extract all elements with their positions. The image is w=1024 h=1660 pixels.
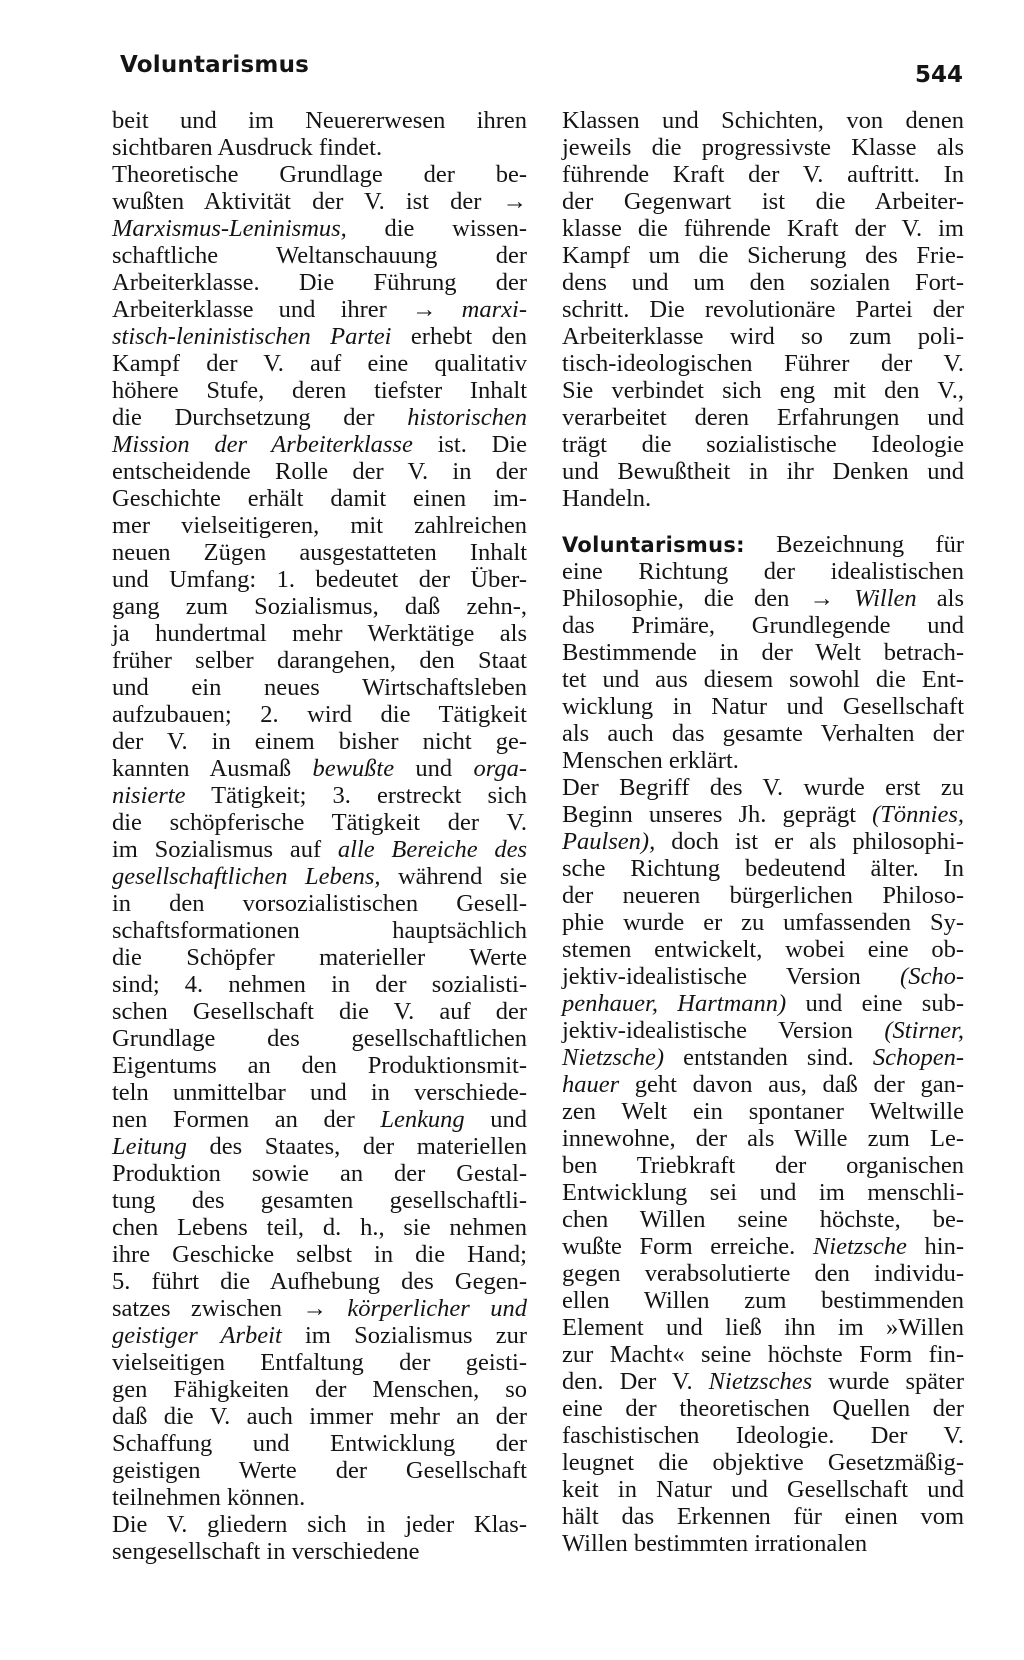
text-run: die Schöpfer materieller Werte — [112, 944, 527, 971]
text-line — [562, 909, 964, 936]
text-line — [562, 134, 964, 161]
text-line — [112, 755, 527, 782]
text-run: und Bewußtheit in ihr Denken und — [562, 458, 964, 485]
text-run: gegen verabsolutierte den individu- — [562, 1260, 964, 1287]
text-run: Bestimmende in der Welt betrach- — [562, 639, 964, 666]
italic-term: Marxismus-Leninismus, — [112, 215, 347, 242]
text-run: satzes zwischen → — [112, 1295, 348, 1322]
text-line — [562, 107, 964, 134]
text-run: als auch das gesamte Verhalten der — [562, 720, 964, 747]
text-line — [112, 161, 527, 188]
text-line — [562, 323, 964, 350]
text-run: die wissen- — [346, 215, 527, 242]
italic-term: marxi- — [461, 296, 527, 323]
text-line — [562, 1422, 964, 1449]
text-run: Produktion sowie an der Gestal- — [112, 1160, 527, 1187]
text-line — [112, 1160, 527, 1187]
text-line — [562, 1449, 964, 1476]
text-run: als — [916, 585, 964, 612]
italic-term: körperlicher und — [347, 1295, 527, 1322]
text-run: Die V. gliedern sich in jeder Klas- — [112, 1511, 527, 1538]
entry-headword: Voluntarismus: — [562, 533, 745, 557]
italic-term: Paulsen), — [562, 828, 656, 855]
text-line — [112, 1322, 527, 1349]
text-line — [112, 485, 527, 512]
text-run: schaftsformationen hauptsächlich — [112, 917, 527, 944]
text-line — [112, 242, 527, 269]
text-line — [562, 458, 964, 485]
text-line — [112, 1538, 527, 1565]
text-run: doch ist er als philosophi- — [655, 828, 964, 855]
text-line — [112, 188, 527, 215]
text-run: hin- — [906, 1233, 965, 1260]
text-run: Kampf um die Sicherung des Frie- — [562, 242, 964, 269]
text-line — [562, 1125, 964, 1152]
text-run: jeweils die progressivste Klasse als — [562, 134, 964, 161]
italic-term: historischen — [407, 404, 527, 431]
text-line — [562, 1206, 964, 1233]
text-line — [112, 1241, 527, 1268]
page-number: 544 — [915, 62, 964, 88]
text-run: stemen entwickelt, wobei eine ob- — [562, 936, 964, 963]
text-line — [112, 107, 527, 134]
text-run: verarbeitet deren Erfahrungen und — [562, 404, 964, 431]
text-run: Arbeiterklasse. Die Führung der — [112, 269, 527, 296]
text-run: Klassen und Schichten, von denen — [562, 107, 964, 134]
text-line — [562, 350, 964, 377]
text-line — [562, 188, 964, 215]
text-line — [112, 917, 527, 944]
text-line — [112, 971, 527, 998]
text-line — [112, 431, 527, 458]
text-line — [112, 1295, 527, 1322]
text-line — [112, 377, 527, 404]
text-run: leugnet die objektive Gesetzmäßig- — [562, 1449, 964, 1476]
text-line — [562, 296, 964, 323]
text-run: hält das Erkennen für einen vom — [562, 1503, 964, 1530]
italic-term: Willen — [854, 585, 917, 612]
text-line — [562, 1017, 964, 1044]
text-line — [112, 1403, 527, 1430]
text-line — [562, 1287, 964, 1314]
text-run: chen Lebens teil, d. h., sie nehmen — [112, 1214, 527, 1241]
text-run: der V. in einem bisher nicht ge- — [112, 728, 527, 755]
text-line — [112, 1187, 527, 1214]
italic-term: gesellschaftlichen Lebens, — [112, 863, 381, 890]
italic-term: Lenkung — [380, 1106, 465, 1133]
text-run: früher selber darangehen, den Staat — [112, 647, 527, 674]
text-line — [562, 269, 964, 296]
text-run: eine Richtung der idealistischen — [562, 558, 964, 585]
text-line — [562, 242, 964, 269]
text-run: Schaffung und Entwicklung der — [112, 1430, 527, 1457]
text-run: teilnehmen können. — [112, 1484, 306, 1511]
text-run: teln unmittelbar und in verschiede- — [112, 1079, 527, 1106]
text-line — [112, 134, 527, 161]
text-line — [562, 693, 964, 720]
text-line — [112, 1511, 527, 1538]
text-run: aufzubauen; 2. wird die Tätigkeit — [112, 701, 527, 728]
text-run: zur Macht« seine höchste Form fin- — [562, 1341, 964, 1368]
italic-term: Nietzsche) — [562, 1044, 665, 1071]
text-line — [562, 377, 964, 404]
text-run: schaftliche Weltanschauung der — [112, 242, 527, 269]
text-run: wußten Aktivität der V. ist der → — [112, 188, 527, 215]
text-line — [112, 647, 527, 674]
text-line — [562, 1314, 964, 1341]
text-run: innewohne, der als Wille zum Le- — [562, 1125, 964, 1152]
text-line — [562, 1476, 964, 1503]
text-run: daß die V. auch immer mehr an der — [112, 1403, 527, 1430]
text-line — [112, 1430, 527, 1457]
text-run: Element und ließ ihn im »Willen — [562, 1314, 964, 1341]
text-run: Eigentums an den Produktionsmit- — [112, 1052, 527, 1079]
text-run: Beginn unseres Jh. geprägt — [562, 801, 873, 828]
text-run: das Primäre, Grundlegende und — [562, 612, 964, 639]
text-line — [112, 998, 527, 1025]
text-line — [562, 531, 964, 558]
text-run: Der Begriff des V. wurde erst zu — [562, 774, 964, 801]
text-run: Geschichte erhält damit einen im- — [112, 485, 527, 512]
text-line — [112, 701, 527, 728]
text-run: jektiv-idealistische Version — [562, 1017, 885, 1044]
text-run: tet und aus diesem sowohl die Ent- — [562, 666, 964, 693]
left-column — [112, 107, 527, 1565]
text-line — [112, 215, 527, 242]
text-run: und ein neues Wirtschaftsleben — [112, 674, 527, 701]
text-line — [562, 1395, 964, 1422]
text-run: ihre Geschicke selbst in die Hand; — [112, 1241, 527, 1268]
text-line — [562, 963, 964, 990]
text-line — [112, 1214, 527, 1241]
text-run: wurde später — [812, 1368, 964, 1395]
text-run: 5. führt die Aufhebung des Gegen- — [112, 1268, 527, 1295]
text-line — [562, 1233, 964, 1260]
text-run: entscheidende Rolle der V. in der — [112, 458, 527, 485]
text-run: Entwicklung sei und im menschli- — [562, 1179, 964, 1206]
italic-term: orga- — [473, 755, 527, 782]
text-run: zen Welt ein spontaner Weltwille — [562, 1098, 964, 1125]
text-run: chen Willen seine höchste, be- — [562, 1206, 964, 1233]
italic-term: (Tönnies, — [872, 801, 964, 828]
text-run: höhere Stufe, deren tiefster Inhalt — [112, 377, 527, 404]
text-line — [112, 269, 527, 296]
running-head: Voluntarismus — [120, 52, 310, 78]
text-run: dens und um den sozialen Fort- — [562, 269, 964, 296]
text-run: kannten Ausmaß — [112, 755, 313, 782]
text-line — [112, 620, 527, 647]
text-run: während sie — [380, 863, 527, 890]
text-line — [562, 1071, 964, 1098]
text-line — [562, 404, 964, 431]
italic-term: Schopen- — [872, 1044, 964, 1071]
text-run: und Umfang: 1. bedeutet der Über- — [112, 566, 527, 593]
text-run: beit und im Neuererwesen ihren — [112, 107, 527, 134]
text-run: klasse die führende Kraft der V. im — [562, 215, 964, 242]
text-run: Grundlage des gesellschaftlichen — [112, 1025, 527, 1052]
text-run: führende Kraft der V. auftritt. In — [562, 161, 964, 188]
text-run: sichtbaren Ausdruck findet. — [112, 134, 383, 161]
text-run: ist. Die — [412, 431, 527, 458]
text-run: die Durchsetzung der — [112, 404, 408, 431]
text-run: in den vorsozialistischen Gesell- — [112, 890, 527, 917]
text-line — [112, 404, 527, 431]
text-line — [562, 747, 964, 774]
text-run: Arbeiterklasse und ihrer → — [112, 296, 462, 323]
text-run: Willen bestimmten irrationalen — [562, 1530, 868, 1557]
italic-term: nisierte — [112, 782, 186, 809]
italic-term: hauer — [562, 1071, 620, 1098]
text-line — [112, 566, 527, 593]
text-run: ben Triebkraft der organischen — [562, 1152, 964, 1179]
text-run: gang zum Sozialismus, daß zehn-, — [112, 593, 527, 620]
text-run: des Staates, der materiellen — [186, 1133, 527, 1160]
text-line — [562, 1179, 964, 1206]
text-line — [562, 990, 964, 1017]
text-run: im Sozialismus auf — [112, 836, 338, 863]
text-line — [562, 161, 964, 188]
italic-term: alle Bereiche des — [337, 836, 527, 863]
text-line — [112, 512, 527, 539]
text-line — [112, 944, 527, 971]
text-run: nen Formen an der — [112, 1106, 381, 1133]
text-line — [562, 1530, 964, 1557]
italic-term: bewußte — [312, 755, 395, 782]
text-run: sengesellschaft in verschiedene — [112, 1538, 420, 1565]
italic-term: penhauer, Hartmann) — [562, 990, 787, 1017]
text-run: ellen Willen zum bestimmenden — [562, 1287, 964, 1314]
text-line — [562, 1044, 964, 1071]
text-run: Menschen erklärt. — [562, 747, 739, 774]
text-line — [562, 828, 964, 855]
text-line — [562, 801, 964, 828]
italic-term: Nietzsches — [708, 1368, 813, 1395]
italic-term: (Stirner, — [884, 1017, 964, 1044]
text-run: trägt die sozialistische Ideologie — [562, 431, 964, 458]
text-line — [562, 1368, 964, 1395]
text-line — [112, 1484, 527, 1511]
text-line — [112, 1052, 527, 1079]
text-line — [562, 215, 964, 242]
text-line — [112, 296, 527, 323]
text-line — [562, 639, 964, 666]
text-line — [562, 720, 964, 747]
text-run: geistigen Werte der Gesellschaft — [112, 1457, 527, 1484]
text-line — [112, 1268, 527, 1295]
text-line — [112, 323, 527, 350]
text-line — [562, 774, 964, 801]
text-line — [112, 728, 527, 755]
text-run: Arbeiterklasse wird so zum poli- — [562, 323, 964, 350]
text-line — [112, 1457, 527, 1484]
text-run: wicklung in Natur und Gesellschaft — [562, 693, 964, 720]
text-run: den. Der V. — [562, 1368, 709, 1395]
text-run: tisch-ideologischen Führer der V. — [562, 350, 964, 377]
text-run: schritt. Die revolutionäre Partei der — [562, 296, 964, 323]
text-run: ja hundertmal mehr Werktätige als — [112, 620, 527, 647]
text-line — [562, 1341, 964, 1368]
italic-term: stisch-leninistischen Partei — [112, 323, 392, 350]
text-run: Philosophie, die den → — [562, 585, 855, 612]
text-line — [112, 674, 527, 701]
text-line — [112, 458, 527, 485]
text-run: und — [394, 755, 474, 782]
text-line — [562, 1260, 964, 1287]
text-run: faschistischen Ideologie. Der V. — [562, 1422, 964, 1449]
text-run: erhebt den — [391, 323, 527, 350]
text-line — [112, 1025, 527, 1052]
text-line — [112, 350, 527, 377]
text-run: im Sozialismus zur — [281, 1322, 527, 1349]
text-line — [112, 836, 527, 863]
text-run: der Gegenwart ist die Arbeiter- — [562, 188, 964, 215]
italic-term: Mission der Arbeiterklasse — [112, 431, 413, 458]
text-line — [562, 558, 964, 585]
text-run: der neueren bürgerlichen Philoso- — [562, 882, 964, 909]
text-run: tung des gesamten gesellschaftli- — [112, 1187, 527, 1214]
text-run: geht davon aus, daß der gan- — [619, 1071, 964, 1098]
text-line — [562, 855, 964, 882]
text-line — [562, 485, 964, 512]
text-run: jektiv-idealistische Version — [562, 963, 901, 990]
text-run: schen Gesellschaft die V. auf der — [112, 998, 527, 1025]
italic-term: Nietzsche — [812, 1233, 907, 1260]
text-run: gen Fähigkeiten der Menschen, so — [112, 1376, 527, 1403]
text-line — [562, 936, 964, 963]
text-run: wußte Form erreiche. — [562, 1233, 813, 1260]
text-line — [112, 1079, 527, 1106]
text-run: Bezeichnung für — [744, 531, 964, 558]
text-line — [112, 1133, 527, 1160]
text-line — [112, 593, 527, 620]
text-line — [112, 863, 527, 890]
text-run: keit in Natur und Gesellschaft und — [562, 1476, 964, 1503]
italic-term: geistiger Arbeit — [112, 1322, 282, 1349]
text-line — [562, 666, 964, 693]
text-line — [112, 1376, 527, 1403]
italic-term: Leitung — [112, 1133, 187, 1160]
text-line — [112, 1106, 527, 1133]
text-run: Handeln. — [562, 485, 652, 512]
text-line — [112, 890, 527, 917]
text-run: mer vielseitigeren, mit zahlreichen — [112, 512, 527, 539]
text-line — [562, 882, 964, 909]
text-run: eine der theoretischen Quellen der — [562, 1395, 964, 1422]
text-line — [562, 585, 964, 612]
text-line — [112, 782, 527, 809]
text-line — [562, 612, 964, 639]
text-run: Tätigkeit; 3. erstreckt sich — [185, 782, 527, 809]
text-run: vielseitigen Entfaltung der geisti- — [112, 1349, 527, 1376]
text-run: neuen Zügen ausgestatteten Inhalt — [112, 539, 527, 566]
right-column — [562, 107, 964, 1557]
italic-term: (Scho- — [900, 963, 964, 990]
text-line — [112, 809, 527, 836]
text-line — [562, 1098, 964, 1125]
text-run: entstanden sind. — [664, 1044, 873, 1071]
text-run: die schöpferische Tätigkeit der V. — [112, 809, 527, 836]
text-run: sche Richtung bedeutend älter. In — [562, 855, 964, 882]
text-run: und — [464, 1106, 528, 1133]
text-run: Kampf der V. auf eine qualitativ — [112, 350, 527, 377]
text-line — [562, 431, 964, 458]
text-run: sind; 4. nehmen in der sozialisti- — [112, 971, 527, 998]
text-run: phie wurde er zu umfassenden Sy- — [562, 909, 964, 936]
text-run: Theoretische Grundlage der be- — [112, 161, 527, 188]
text-run: und eine sub- — [786, 990, 964, 1017]
text-line — [562, 1503, 964, 1530]
text-line — [112, 539, 527, 566]
text-line — [562, 1152, 964, 1179]
entry-separator — [562, 512, 964, 531]
text-line — [112, 1349, 527, 1376]
text-run: Sie verbindet sich eng mit den V., — [562, 377, 964, 404]
